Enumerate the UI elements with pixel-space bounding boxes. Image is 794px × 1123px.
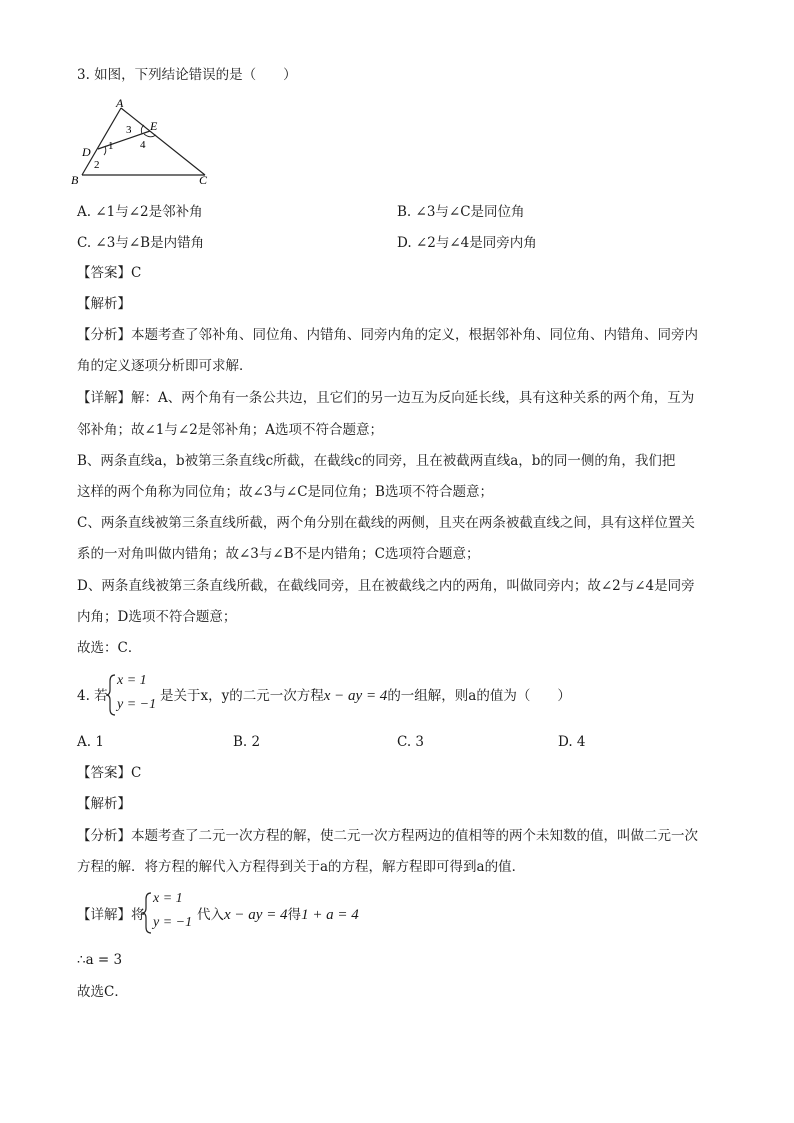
q3-detail-line8: 内角；D选项不符合题意；: [77, 609, 237, 625]
q3-fenxi-line1: [77, 326, 698, 344]
q4-fenxi-line1: [77, 827, 698, 845]
equation: x − ay = 4: [323, 688, 388, 704]
q4-fenxi-line2: 方程的解．将方程的解代入方程得到关于a的方程，解方程即可得到a的值．: [77, 859, 526, 875]
q4-stem-rest: [160, 687, 571, 705]
q3-detail-line6: 系的一对角叫做内错角；故∠3与∠B不是内错角；C选项符合题意；: [77, 546, 480, 562]
q3-option-c: C. ∠3与∠B是内错角: [77, 235, 205, 251]
q4-detail-rest: [197, 906, 359, 924]
q3-detail-line4: 这样的两个角称为同位角；故∠3与∠C是同位角；B选项不符合题意；: [77, 484, 493, 500]
q3-detail-line3: B、两条直线a，b被第三条直线c所截，在截线c的同旁，且在被截两直线a，b的同一侧的角，我们把: [77, 453, 676, 469]
detail-text: 解：A、两个角有一条公共边，且它们的另一边互为反向延长线，具有这种关系的两个角，互为: [131, 390, 695, 406]
label-2: 2: [94, 159, 100, 171]
q4-detail-system-top: x = 1: [153, 891, 183, 906]
q4-detail-system-bottom: y = −1: [153, 915, 193, 930]
q4-detail-brace: [141, 891, 153, 935]
q4-system-bottom: y = −1: [117, 697, 157, 712]
q4-option-b: B. 2: [233, 734, 261, 750]
stem-mid: 是关于x，y的二元一次方程: [160, 688, 324, 704]
q4-system-brace: [105, 673, 117, 717]
q4-therefore: ∴a = 3: [77, 952, 123, 968]
stem-end: 的一组解，则a的值为（ ）: [387, 688, 571, 704]
q3-detail-line7: D、两条直线被第三条直线所截，在截线同旁，且在被截线之内的两角，叫做同旁内；故∠2与∠4是同旁: [77, 578, 695, 594]
q3-answer: [77, 264, 141, 282]
detail-equation: x − ay = 4: [224, 907, 288, 923]
q3-detail-line5: C、两条直线被第三条直线所截，两个角分别在截线的两侧，且夹在两条被截直线之间，具有这样位置关: [77, 515, 695, 531]
label-C: C: [199, 173, 208, 187]
q3-analysis-tag: 【解析】: [77, 296, 131, 312]
label-E: E: [150, 119, 158, 133]
label-D: D: [82, 145, 91, 159]
detail-mid: 代入: [197, 907, 224, 923]
segment-AB: [82, 108, 121, 175]
q4-number: 4. 若: [77, 688, 108, 704]
label-1: 1: [108, 140, 114, 152]
segment-AC: [121, 108, 205, 175]
label-B: B: [71, 173, 79, 187]
fenxi-tag: 【分析】: [77, 828, 131, 844]
q4-analysis-tag: 【解析】: [77, 796, 131, 812]
answer-value: C: [131, 765, 142, 781]
q3-stem: 3. 如图，下列结论错误的是（ ）: [77, 67, 297, 83]
label-3: 3: [126, 124, 132, 136]
q4-answer: [77, 764, 141, 782]
q4-option-d: D. 4: [558, 734, 586, 750]
fenxi-text: 本题考查了二元一次方程的解，使二元一次方程两边的值相等的两个未知数的值，叫做二元一次: [131, 828, 698, 844]
fenxi-tag: 【分析】: [77, 327, 131, 343]
detail-get: 得: [287, 907, 302, 923]
detail-result: 1 + a = 4: [301, 907, 359, 923]
q3-option-d: D. ∠2与∠4是同旁内角: [397, 235, 537, 251]
q4-system-top: x = 1: [117, 673, 147, 688]
q3-detail-line1: [77, 389, 694, 407]
xiangjie-tag: 【详解】: [77, 390, 131, 406]
q3-option-a: A. ∠1与∠2是邻补角: [77, 204, 203, 220]
q3-option-b: B. ∠3与∠C是同位角: [397, 204, 525, 220]
label-4: 4: [140, 139, 146, 151]
answer-tag: 【答案】: [77, 265, 131, 281]
q4-detail-lead: 【详解】将: [77, 907, 145, 923]
fenxi-text: 本题考查了邻补角、同位角、内错角、同旁内角的定义，根据邻补角、同位角、内错角、同旁内: [131, 327, 698, 343]
triangle-figure: [68, 98, 218, 188]
q4-option-c: C. 3: [397, 734, 425, 750]
q3-fenxi-line2: 角的定义逐项分析即可求解．: [77, 358, 253, 374]
q4-conclusion: 故选C．: [77, 984, 128, 1000]
answer-tag: 【答案】: [77, 765, 131, 781]
q3-detail-line2: 邻补角；故∠1与∠2是邻补角；A选项不符合题意；: [77, 422, 384, 438]
answer-value: C: [131, 265, 142, 281]
label-A: A: [116, 98, 124, 110]
q3-conclusion: 故选：C．: [77, 640, 142, 656]
q4-option-a: A. 1: [77, 734, 104, 750]
